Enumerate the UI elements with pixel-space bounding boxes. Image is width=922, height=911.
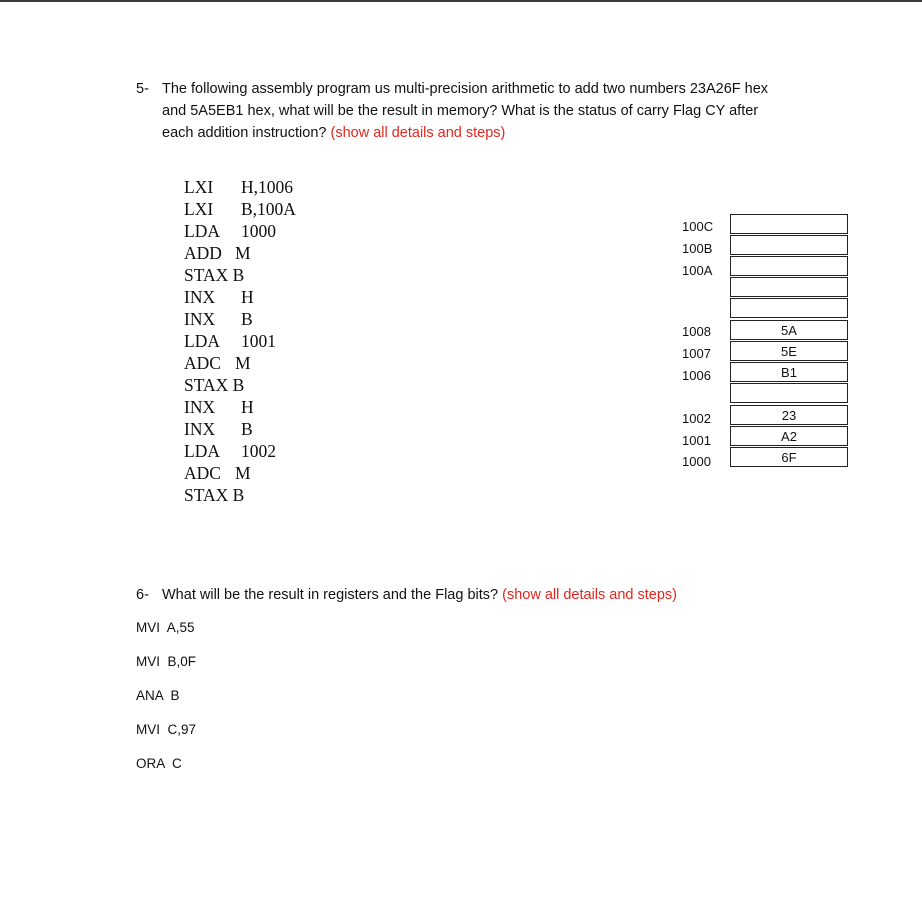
memory-cell: 23	[730, 405, 848, 425]
operand: B	[232, 265, 245, 285]
program-line	[184, 242, 251, 264]
program-line	[184, 220, 276, 242]
memory-cell: B1	[730, 362, 848, 382]
opcode: INX	[184, 309, 216, 329]
opcode: INX	[184, 419, 216, 439]
question-6-number: 6-	[136, 587, 149, 603]
memory-address: 100C	[682, 219, 714, 234]
question-5-line-3	[162, 122, 822, 144]
memory-cell: 6F	[730, 447, 848, 467]
memory-cell	[730, 235, 848, 255]
instruction-line: MVI B,0F	[136, 654, 197, 669]
memory-address: 100A	[682, 263, 713, 278]
program-line	[184, 352, 251, 374]
memory-cell	[730, 256, 848, 276]
memory-cell	[730, 214, 848, 234]
instruction-line: MVI A,55	[136, 620, 195, 635]
program-line	[184, 198, 296, 220]
program-line	[184, 286, 254, 308]
opcode: ADC	[184, 353, 221, 373]
memory-cell: A2	[730, 426, 848, 446]
program-line	[184, 418, 253, 440]
opcode: STAX	[184, 375, 229, 395]
memory-cell-blank	[730, 298, 848, 318]
opcode: LDA	[184, 331, 220, 351]
memory-address: 100B	[682, 241, 713, 256]
operand: 1000	[241, 221, 276, 241]
opcode: INX	[184, 397, 216, 417]
memory-address: 1008	[682, 324, 711, 339]
opcode: ADD	[184, 243, 222, 263]
operand: M	[235, 353, 251, 373]
program-line	[184, 440, 276, 462]
opcode: LXI	[184, 177, 214, 197]
instruction-line: MVI C,97	[136, 722, 197, 737]
memory-address: 1007	[682, 346, 711, 361]
memory-cell-blank	[730, 277, 848, 297]
memory-cell-blank	[730, 383, 848, 403]
operand: H	[241, 397, 254, 417]
memory-cell: 5A	[730, 320, 848, 340]
question-5-highlight: (show all details and steps)	[330, 125, 506, 141]
question-6-prompt: What will be the result in registers and the Flag bits?	[162, 587, 499, 603]
memory-cell: 5E	[730, 341, 848, 361]
operand: B	[241, 309, 253, 329]
operand: H,1006	[241, 177, 294, 197]
operand: 1002	[241, 441, 276, 461]
instruction-line: ANA B	[136, 688, 180, 703]
operand: H	[241, 287, 254, 307]
program-line	[184, 484, 244, 506]
program-line	[184, 308, 253, 330]
operand: M	[235, 243, 251, 263]
question-6-text	[162, 584, 677, 606]
operand: B	[232, 485, 245, 505]
question-6-highlight: (show all details and steps)	[502, 587, 678, 603]
program-line	[184, 264, 244, 286]
instruction-line: ORA C	[136, 756, 182, 771]
opcode: STAX	[184, 265, 229, 285]
program-line	[184, 176, 293, 198]
opcode: INX	[184, 287, 216, 307]
question-5-line-2: and 5A5EB1 hex, what will be the result in memory? What is the status of carry Flag CY after	[162, 103, 759, 119]
opcode: STAX	[184, 485, 229, 505]
question-5-line-1: The following assembly program us multi-precision arithmetic to add two numbers 23A26F hex	[162, 81, 769, 97]
top-border	[0, 0, 922, 2]
opcode: LXI	[184, 199, 214, 219]
memory-address: 1006	[682, 368, 711, 383]
program-line	[184, 330, 276, 352]
program-line	[184, 462, 251, 484]
operand: B	[232, 375, 245, 395]
opcode: ADC	[184, 463, 221, 483]
program-line	[184, 374, 244, 396]
operand: B,100A	[241, 199, 296, 219]
opcode: LDA	[184, 441, 220, 461]
operand: M	[235, 463, 251, 483]
question-5-text	[162, 78, 822, 144]
opcode: LDA	[184, 221, 220, 241]
operand: B	[241, 419, 253, 439]
memory-address: 1002	[682, 411, 711, 426]
question-5-line-3-text: each addition instruction?	[162, 125, 327, 141]
program-line	[184, 396, 254, 418]
memory-address: 1000	[682, 454, 711, 469]
question-5-number: 5-	[136, 81, 149, 97]
memory-address: 1001	[682, 433, 711, 448]
operand: 1001	[241, 331, 276, 351]
